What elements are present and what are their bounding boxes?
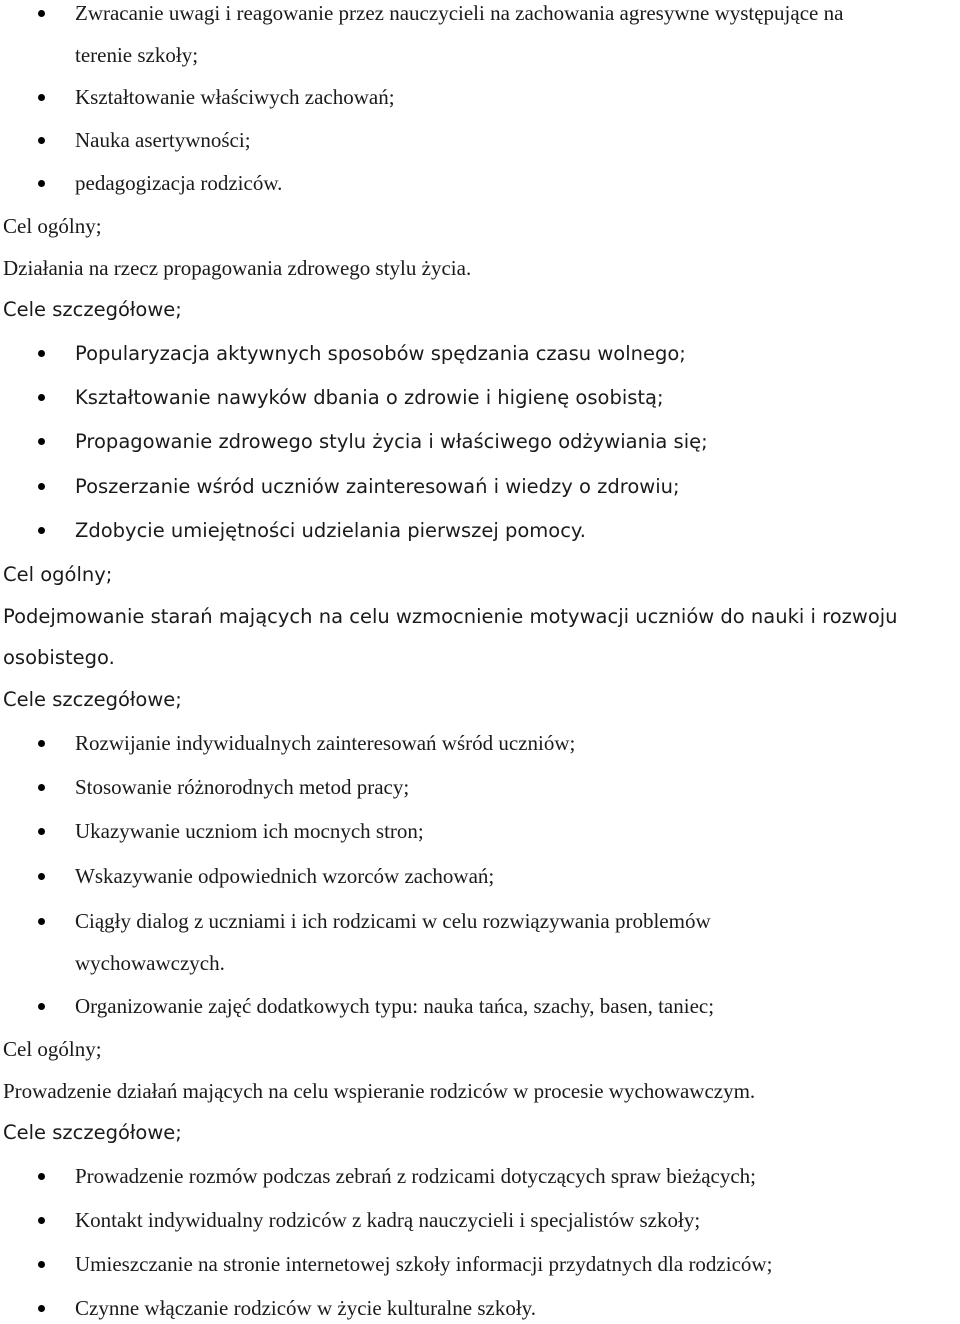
details-heading: Cele szczegółowe; xyxy=(3,298,182,321)
details-heading: Cele szczegółowe; xyxy=(3,1121,182,1144)
list-item-line: Kontakt indywidualny rodziców z kadrą nauczycieli i specjalistów szkoły; xyxy=(75,1208,701,1232)
list-item-line: Kształtowanie nawyków dbania o zdrowie i higienę osobistą; xyxy=(75,386,664,409)
list-item-line: Zdobycie umiejętności udzielania pierwszej pomocy. xyxy=(75,519,586,542)
goal-text: Podejmowanie starań mających na celu wzmocnienie motywacji uczniów do nauki i rozwoju xyxy=(3,605,898,628)
list-item-line: Prowadzenie rozmów podczas zebrań z rodzicami dotyczących spraw bieżących; xyxy=(75,1164,757,1188)
list-item-line: Organizowanie zajęć dodatkowych typu: nauka tańca, szachy, basen, taniec; xyxy=(75,994,715,1018)
list-item-line: Zwracanie uwagi i reagowanie przez nauczycieli na zachowania agresywne występujące na xyxy=(75,1,844,25)
list-item-line: Kształtowanie właściwych zachowań; xyxy=(75,85,395,109)
bullet-icon xyxy=(38,1305,45,1312)
goal-heading: Cel ogólny; xyxy=(3,214,102,238)
goal-text: Prowadzenie działań mających na celu wspieranie rodziców w procesie wychowawczym. xyxy=(3,1079,756,1103)
goal-text: Działania na rzecz propagowania zdrowego stylu życia. xyxy=(3,256,472,280)
list-item-line: Rozwijanie indywidualnych zainteresowań wśród uczniów; xyxy=(75,731,576,755)
list-item-line: Nauka asertywności; xyxy=(75,128,251,152)
goal-heading: Cel ogólny; xyxy=(3,1037,102,1061)
list-item-line: Wskazywanie odpowiednich wzorców zachowań; xyxy=(75,864,495,888)
list-item-line: Stosowanie różnorodnych metod pracy; xyxy=(75,775,410,799)
goal-text: osobistego. xyxy=(3,646,115,669)
list-item-line: terenie szkoły; xyxy=(75,43,199,67)
list-item-line: pedagogizacja rodziców. xyxy=(75,171,283,195)
list-item-line: Popularyzacja aktywnych sposobów spędzania czasu wolnego; xyxy=(75,342,686,365)
bullet-icon xyxy=(38,1261,45,1268)
list-item-line: Czynne włączanie rodziców w życie kulturalne szkoły. xyxy=(75,1296,537,1320)
details-heading: Cele szczegółowe; xyxy=(3,688,182,711)
list-item-line: Propagowanie zdrowego stylu życia i właściwego odżywiania się; xyxy=(75,430,708,453)
goal-heading: Cel ogólny; xyxy=(3,563,113,586)
list-item-line: Poszerzanie wśród uczniów zainteresowań i wiedzy o zdrowiu; xyxy=(75,475,680,498)
list-item-line: Ukazywanie uczniom ich mocnych stron; xyxy=(75,819,424,843)
bullet-icon xyxy=(38,1173,45,1180)
list-item-line: Ciągły dialog z uczniami i ich rodzicami w celu rozwiązywania problemów xyxy=(75,909,711,933)
bullet-icon xyxy=(38,1217,45,1224)
list-item-line: wychowawczych. xyxy=(75,951,225,975)
list-item-line: Umieszczanie na stronie internetowej szkoły informacji przydatnych dla rodziców; xyxy=(75,1252,773,1276)
